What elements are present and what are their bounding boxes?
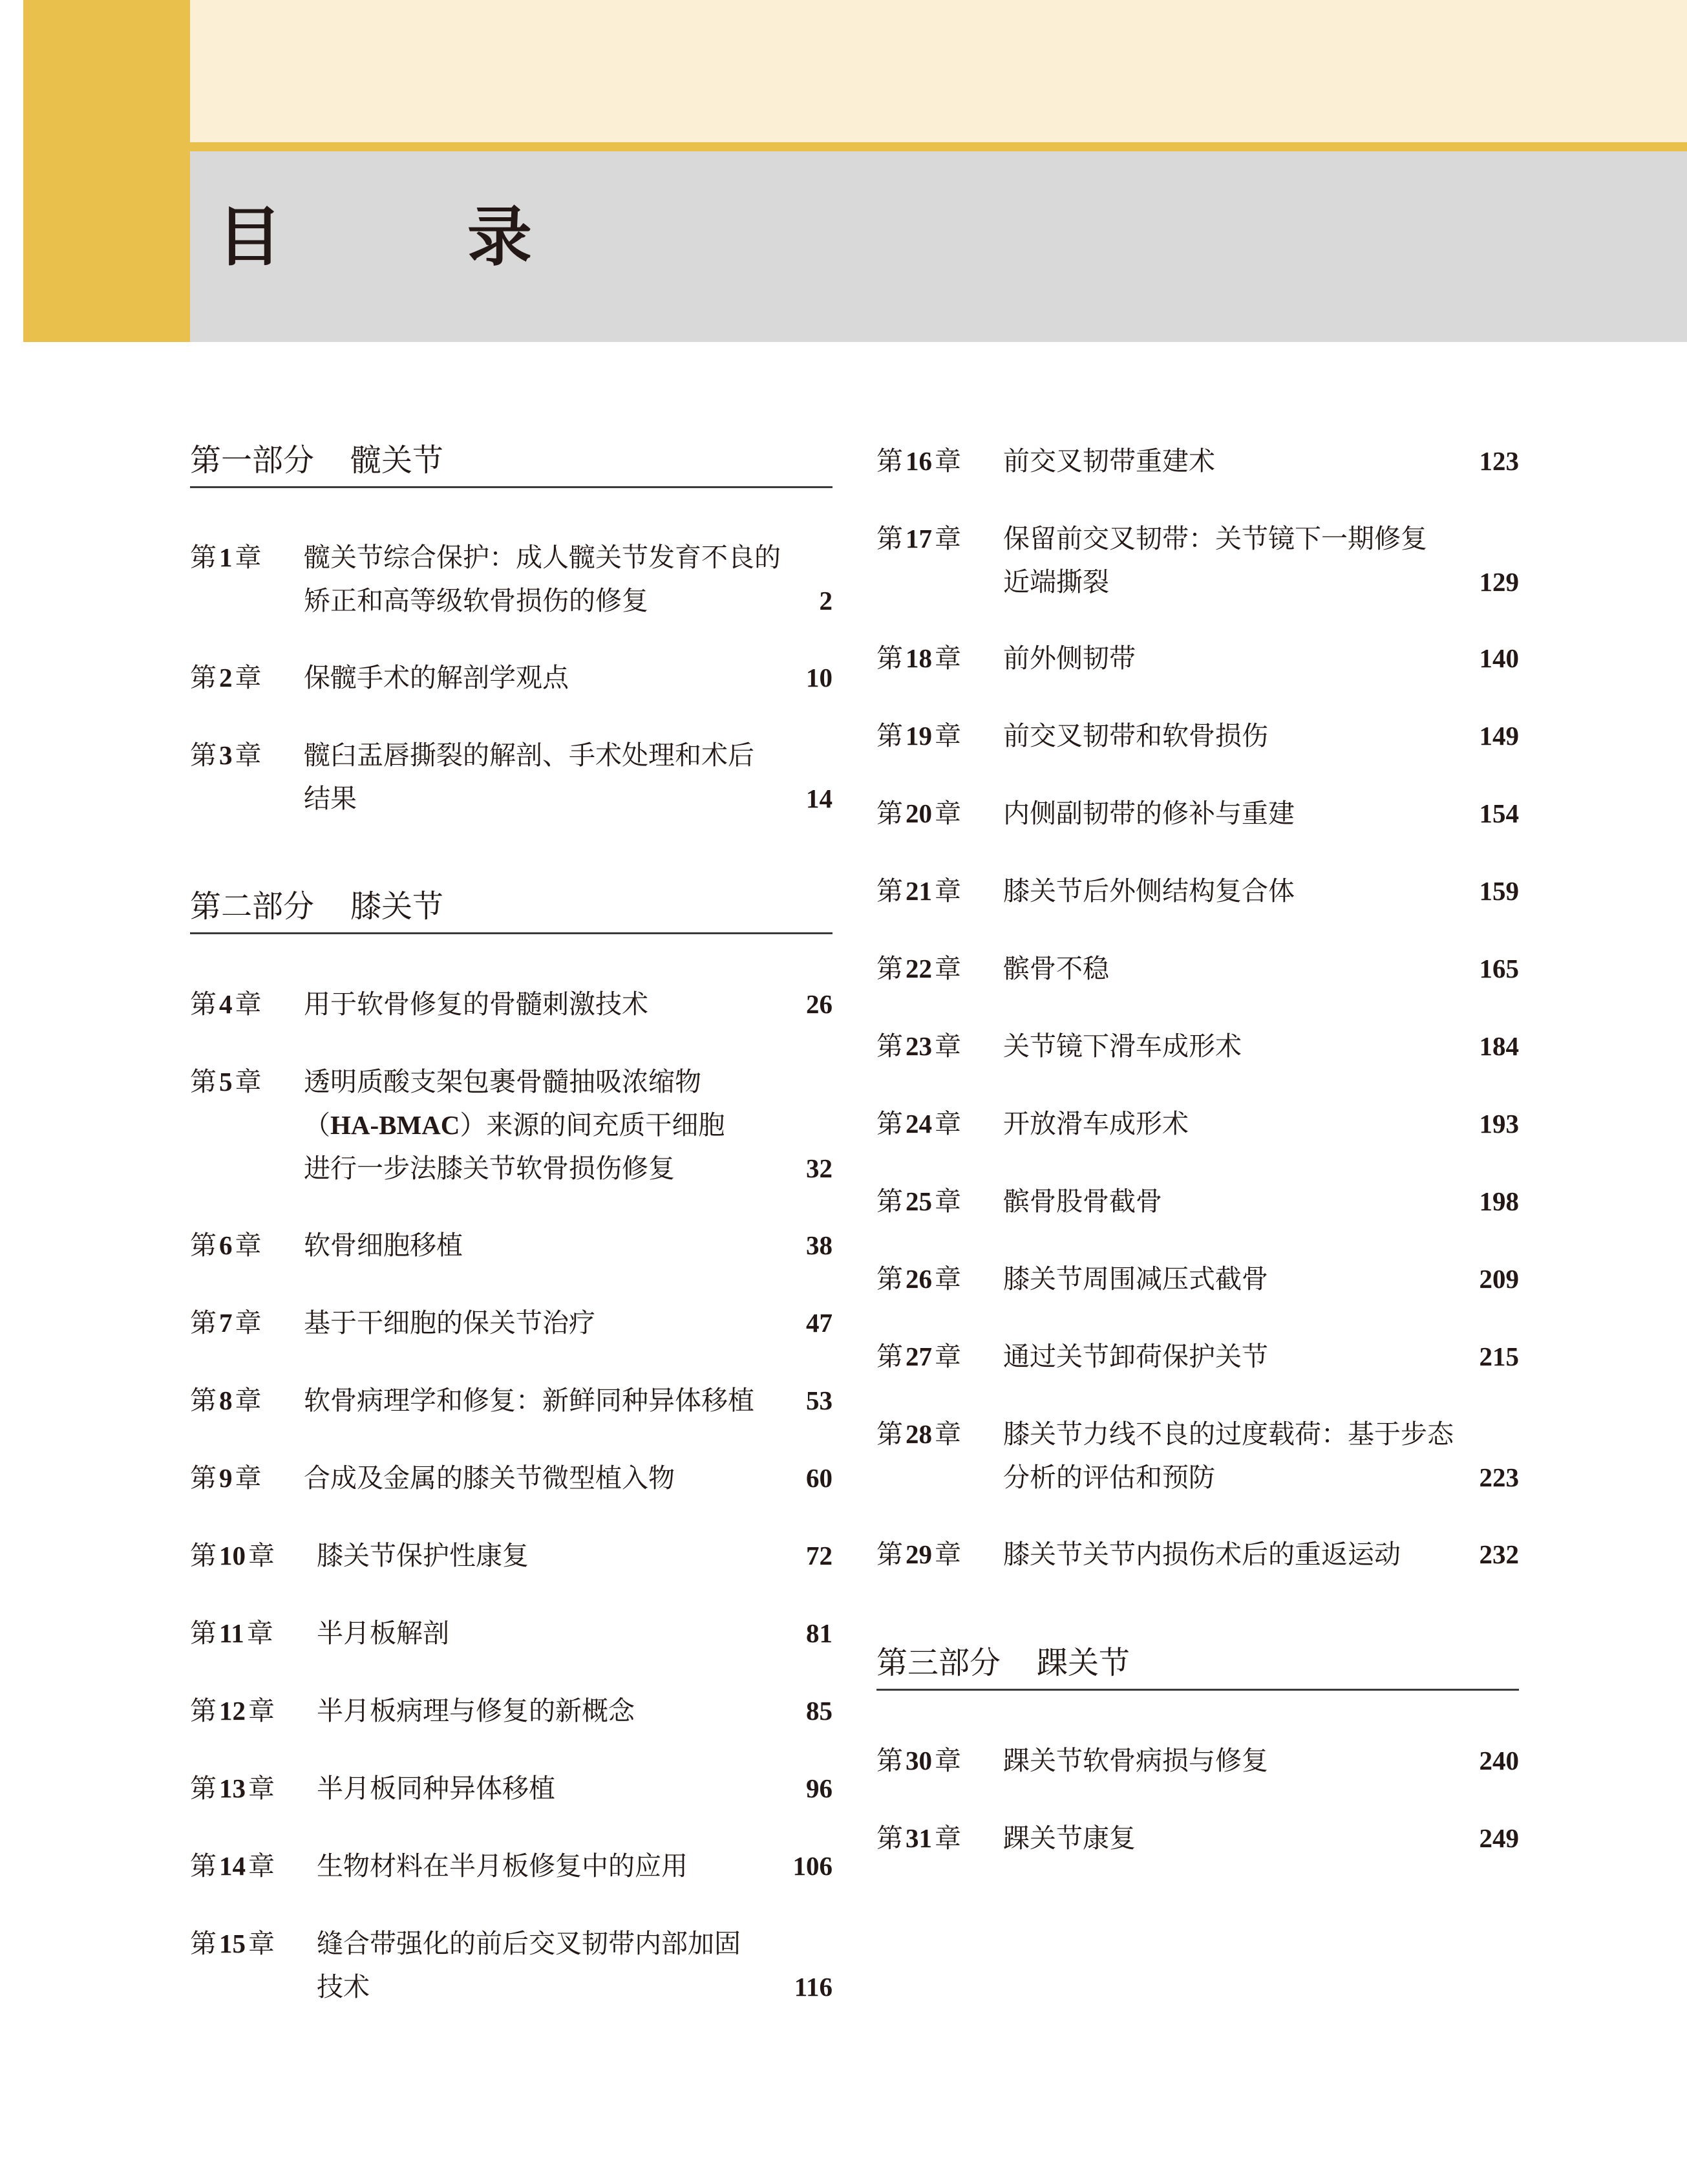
chapter-title: 生物材料在半月板修复中的应用 [317, 1850, 688, 1881]
chapter-title: 透明质酸支架包裹骨髓抽吸浓缩物 [304, 1066, 701, 1097]
chapter-title: 半月板同种异体移植 [317, 1773, 555, 1804]
header-gold-block [23, 0, 190, 342]
chapter-title: 前外侧韧带 [1003, 643, 1136, 674]
chapter-title: 内侧副韧带的修补与重建 [1003, 798, 1295, 829]
chapter-title: 踝关节软骨病损与修复 [1003, 1745, 1268, 1776]
part-label: 第三部分 [876, 1645, 1001, 1681]
part-label: 第二部分 [190, 888, 315, 925]
page-number: 198 [1479, 1186, 1519, 1216]
page-number: 85 [806, 1696, 833, 1726]
page-number: 215 [1479, 1342, 1519, 1371]
chapter-title: 软骨病理学和修复：新鲜同种异体移植 [304, 1385, 754, 1416]
page-number: 60 [806, 1463, 833, 1493]
chapter-title: 膝关节保护性康复 [317, 1540, 529, 1571]
chapter-title: 髋臼盂唇撕裂的解剖、手术处理和术后 [304, 740, 754, 771]
page-number: 96 [806, 1773, 833, 1803]
chapter-title: 保髋手术的解剖学观点 [304, 662, 569, 693]
part-name: 髋关节 [350, 442, 444, 478]
page-number: 116 [794, 1972, 833, 2002]
chapter-title: 缝合带强化的前后交叉韧带内部加固 [317, 1928, 741, 1959]
part-label: 第一部分 [190, 442, 315, 478]
header-cream-band [190, 0, 1687, 142]
chapter-title: 膝关节后外侧结构复合体 [1003, 875, 1295, 906]
page-number: 249 [1479, 1823, 1519, 1853]
chapter-title: 合成及金属的膝关节微型植入物 [304, 1462, 675, 1493]
chapter-title: 膝关节周围减压式截骨 [1003, 1263, 1268, 1294]
chapter-title: 半月板解剖 [317, 1618, 449, 1649]
page-number: 14 [806, 784, 833, 813]
chapter-title: 膝关节关节内损伤术后的重返运动 [1003, 1539, 1401, 1570]
page-title: 目 录 [217, 198, 613, 275]
page-number: 223 [1479, 1462, 1519, 1492]
chapter-title: 保留前交叉韧带：关节镜下一期修复 [1003, 523, 1427, 554]
page-number: 165 [1479, 954, 1519, 983]
chapter-title: 膝关节力线不良的过度载荷：基于步态 [1003, 1419, 1454, 1450]
page-number: 106 [792, 1851, 833, 1881]
page-number: 129 [1479, 567, 1519, 597]
page-number: 159 [1479, 876, 1519, 906]
chapter-title: 基于干细胞的保关节治疗 [304, 1307, 595, 1338]
part-name: 踝关节 [1037, 1645, 1130, 1681]
chapter-title: 髌骨股骨截骨 [1003, 1186, 1162, 1217]
chapter-title: 踝关节康复 [1003, 1823, 1136, 1854]
page-number: 149 [1479, 721, 1519, 751]
chapter-title: 髌骨不稳 [1003, 953, 1109, 984]
page-number: 184 [1479, 1031, 1519, 1061]
page-number: 47 [806, 1308, 833, 1338]
chapter-title: 用于软骨修复的骨髓刺激技术 [304, 989, 648, 1020]
chapter-title: 开放滑车成形术 [1003, 1108, 1189, 1139]
page-number: 123 [1479, 446, 1519, 476]
page-number: 232 [1479, 1539, 1519, 1569]
chapter-title: 软骨细胞移植 [304, 1230, 463, 1261]
part-name: 膝关节 [350, 888, 444, 925]
chapter-title: 前交叉韧带重建术 [1003, 445, 1215, 476]
page-number: 53 [806, 1386, 833, 1415]
page-number: 240 [1479, 1746, 1519, 1775]
chapter-title: 髋关节综合保护：成人髋关节发育不良的 [304, 542, 781, 573]
page-number: 154 [1479, 798, 1519, 828]
page-number: 10 [806, 663, 833, 692]
part-heading-1 [190, 442, 833, 488]
page-number: 193 [1479, 1109, 1519, 1139]
part-heading-2 [190, 888, 833, 934]
page-number: 140 [1479, 643, 1519, 673]
page-number: 32 [806, 1153, 833, 1183]
page-number: 38 [806, 1230, 833, 1260]
header-gold-line [190, 142, 1687, 151]
chapter-title: 前交叉韧带和软骨损伤 [1003, 720, 1268, 751]
page-number: 209 [1479, 1264, 1519, 1294]
page-number: 26 [806, 989, 833, 1019]
chapter-title: 关节镜下滑车成形术 [1003, 1031, 1242, 1062]
page-number: 81 [806, 1618, 833, 1648]
part-heading-3 [876, 1647, 1519, 1691]
chapter-title: 半月板病理与修复的新概念 [317, 1695, 635, 1726]
page-number: 2 [819, 586, 833, 616]
chapter-title: 通过关节卸荷保护关节 [1003, 1341, 1268, 1372]
page-number: 72 [806, 1541, 833, 1570]
